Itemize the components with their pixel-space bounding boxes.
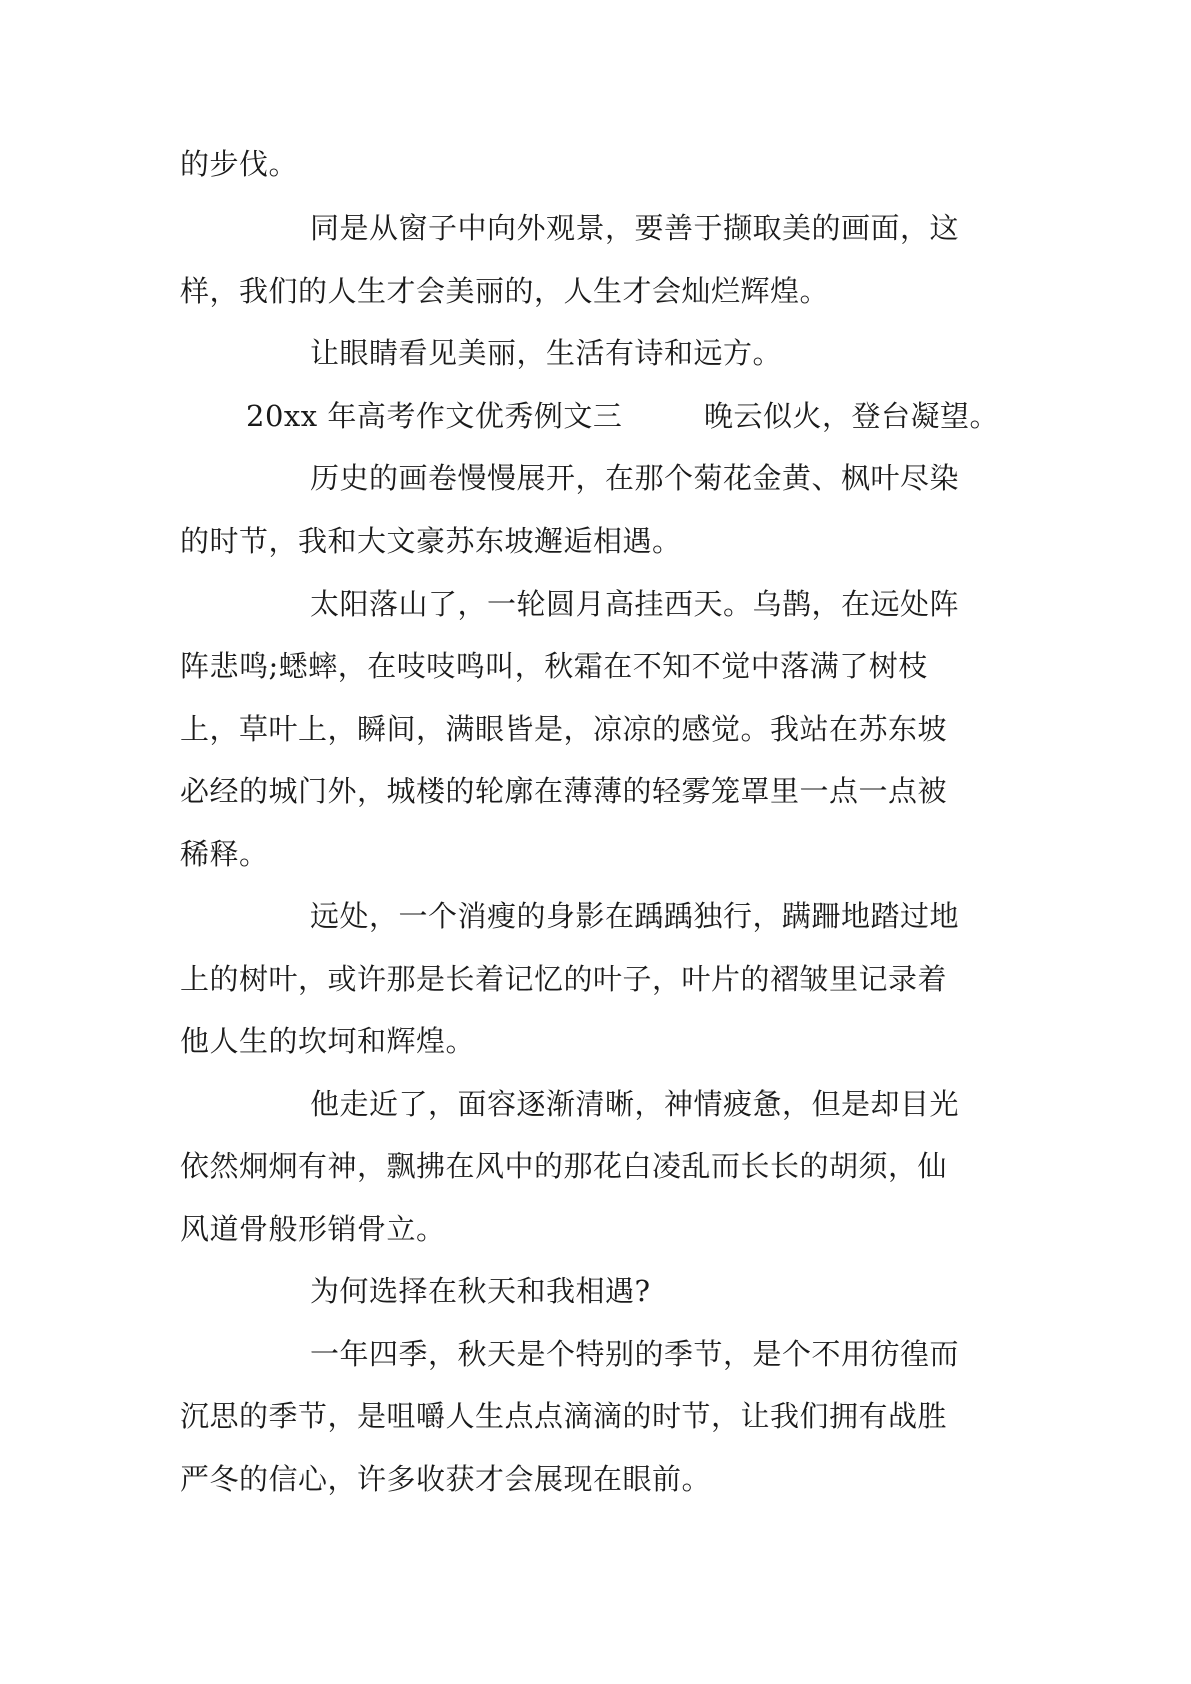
- paragraph-line: 远处，一个消瘦的身影在踽踽独行，蹒跚地踏过地: [310, 899, 960, 933]
- paragraph-line: 的时节，我和大文豪苏东坡邂逅相遇。: [180, 524, 682, 558]
- essay-title: 20xx 年高考作文优秀例文三: [246, 399, 623, 433]
- paragraph-line: 他走近了，面容逐渐清晰，神情疲惫，但是却目光: [310, 1087, 960, 1121]
- paragraph-line: 让眼睛看见美丽，生活有诗和远方。: [310, 336, 783, 370]
- paragraph-line: 一年四季，秋天是个特别的季节，是个不用彷徨而: [310, 1337, 960, 1371]
- paragraph-line: 必经的城门外，城楼的轮廓在薄薄的轻雾笼罩里一点一点被: [180, 774, 948, 808]
- paragraph-line: 为何选择在秋天和我相遇?: [310, 1274, 651, 1308]
- paragraph-line: 依然炯炯有神，飘拂在风中的那花白凌乱而长长的胡须，仙: [180, 1149, 948, 1183]
- paragraph-line: 的步伐。: [180, 147, 299, 181]
- paragraph-line: 他人生的坎坷和辉煌。: [180, 1024, 476, 1058]
- paragraph-line: 阵悲鸣;蟋蟀，在吱吱鸣叫，秋霜在不知不觉中落满了树枝: [180, 649, 928, 683]
- paragraph-line: 稀释。: [180, 837, 269, 871]
- paragraph-line: 上的树叶，或许那是长着记忆的叶子，叶片的褶皱里记录着: [180, 962, 948, 996]
- paragraph-line: 沉思的季节，是咀嚼人生点点滴滴的时节，让我们拥有战胜: [180, 1399, 948, 1433]
- paragraph-line: 同是从窗子中向外观景，要善于撷取美的画面，这: [310, 211, 960, 245]
- paragraph-line: 风道骨般形销骨立。: [180, 1212, 446, 1246]
- paragraph-line: 太阳落山了，一轮圆月高挂西天。乌鹊，在远处阵: [310, 587, 960, 621]
- paragraph-line: 严冬的信心，许多收获才会展现在眼前。: [180, 1462, 712, 1496]
- paragraph-line: 样，我们的人生才会美丽的，人生才会灿烂辉煌。: [180, 274, 830, 308]
- paragraph-line: 历史的画卷慢慢展开，在那个菊花金黄、枫叶尽染: [310, 461, 960, 495]
- essay-subtitle: 晚云似火，登台凝望。: [704, 399, 1000, 433]
- paragraph-line: 上，草叶上，瞬间，满眼皆是，凉凉的感觉。我站在苏东坡: [180, 712, 948, 746]
